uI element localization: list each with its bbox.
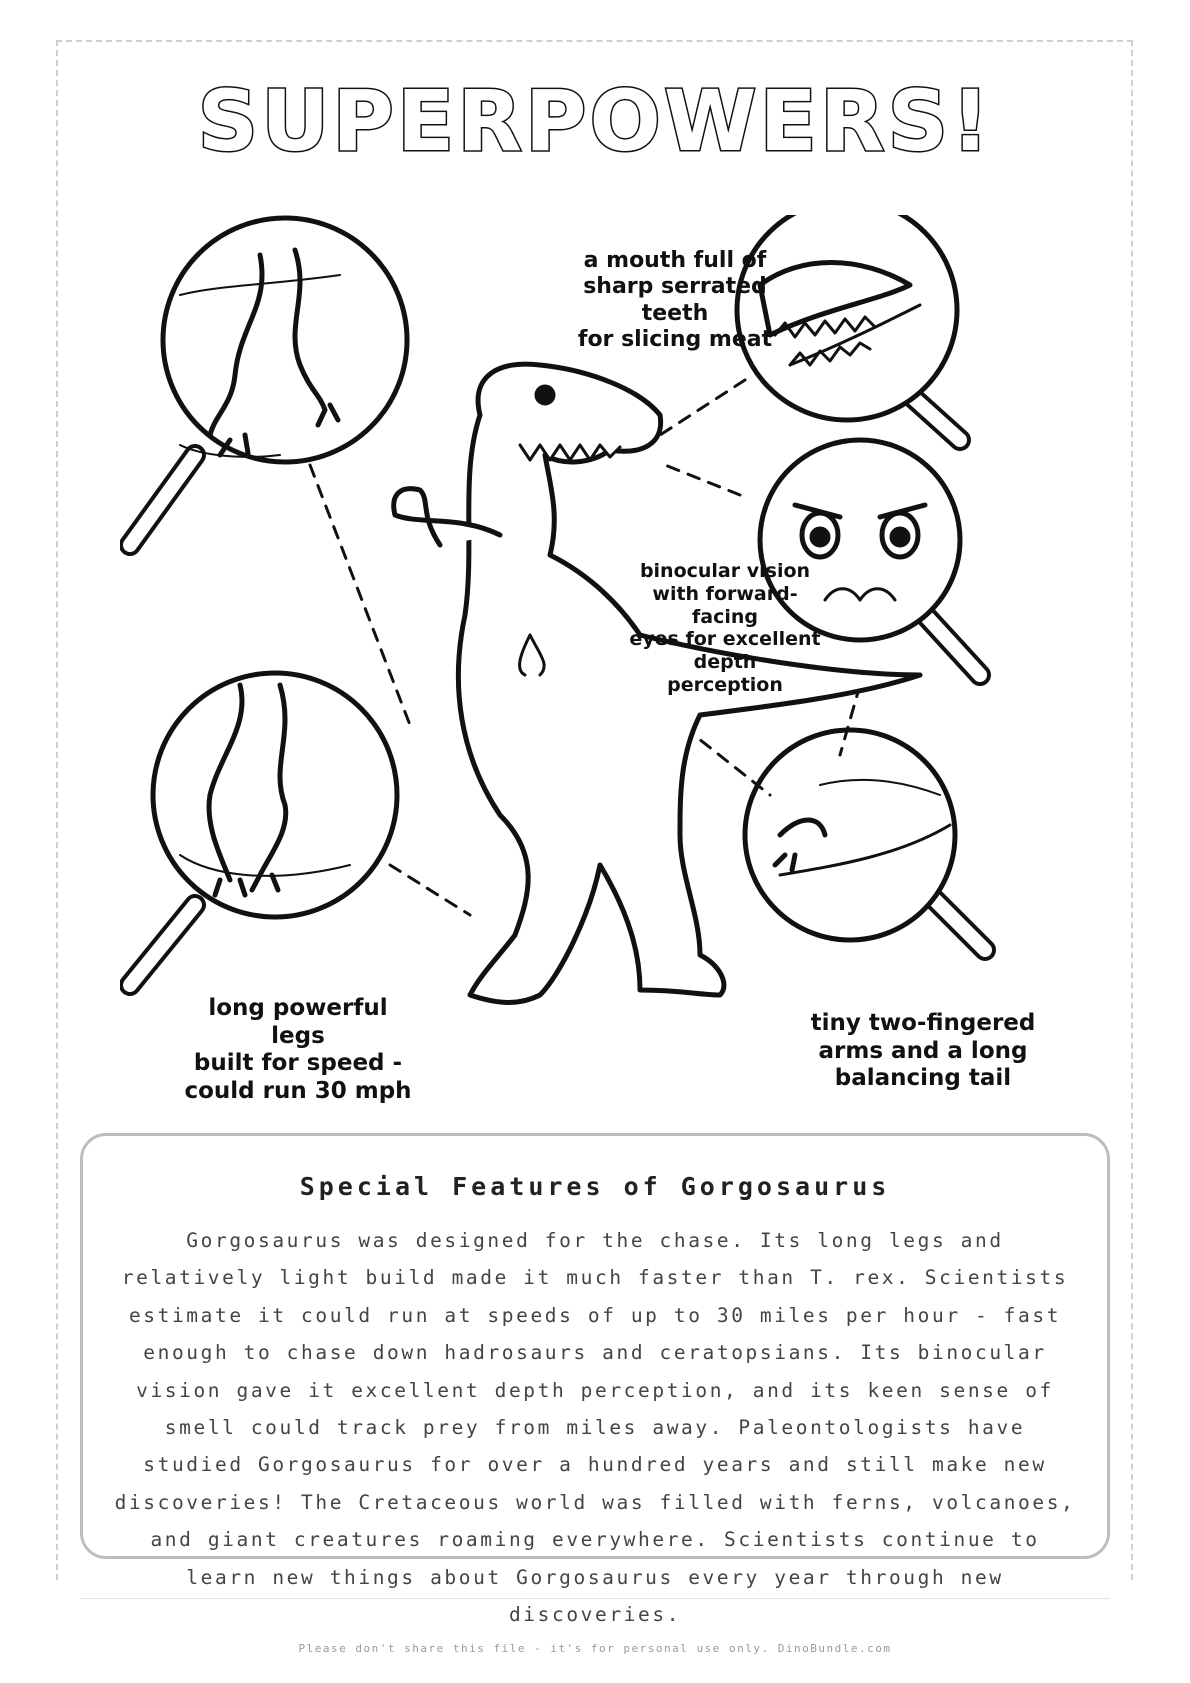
label-vision: binocular vision with forward-facing eyes for excellent depth perception — [629, 560, 821, 696]
info-box-body: Gorgosaurus was designed for the chase. Its long legs and relatively light build made it much faster than T. rex. Scientists estimate it could run at speeds of up to 30 miles per hour - fast enough to chase down hadrosaurs and ceratopsians. Its binocular vision gave it excellent depth perception, and its keen sense of smell could track prey from miles away. Paleontologists have studied Gorgosaurus for over a hundred years and still make new discoveries! The Cretaceous world was filled with ferns, volcanoes, and giant creatures roaming everywhere. Scientists continue to learn new things about Gorgosaurus every year through new discoveries. — [114, 1229, 1076, 1627]
label-legs: long powerful legs built for speed - could run 30 mph — [184, 995, 412, 1104]
page-title: SUPERPOWERS! — [197, 72, 993, 170]
info-box-heading: Special Features of Gorgosaurus — [299, 1172, 891, 1201]
footer-divider — [80, 1598, 1110, 1599]
footer-note: Please don't share this file - it's for personal use only. DinoBundle.com — [298, 1642, 892, 1655]
magnifier-legs-bottom-icon — [130, 673, 397, 985]
label-arms: tiny two-fingered arms and a long balancing tail — [810, 1010, 1036, 1092]
magnifier-legs-top-icon — [130, 218, 407, 545]
magnifier-arms-icon — [745, 730, 985, 950]
label-teeth: a mouth full of sharp serrated teeth for slicing meat — [577, 248, 773, 353]
